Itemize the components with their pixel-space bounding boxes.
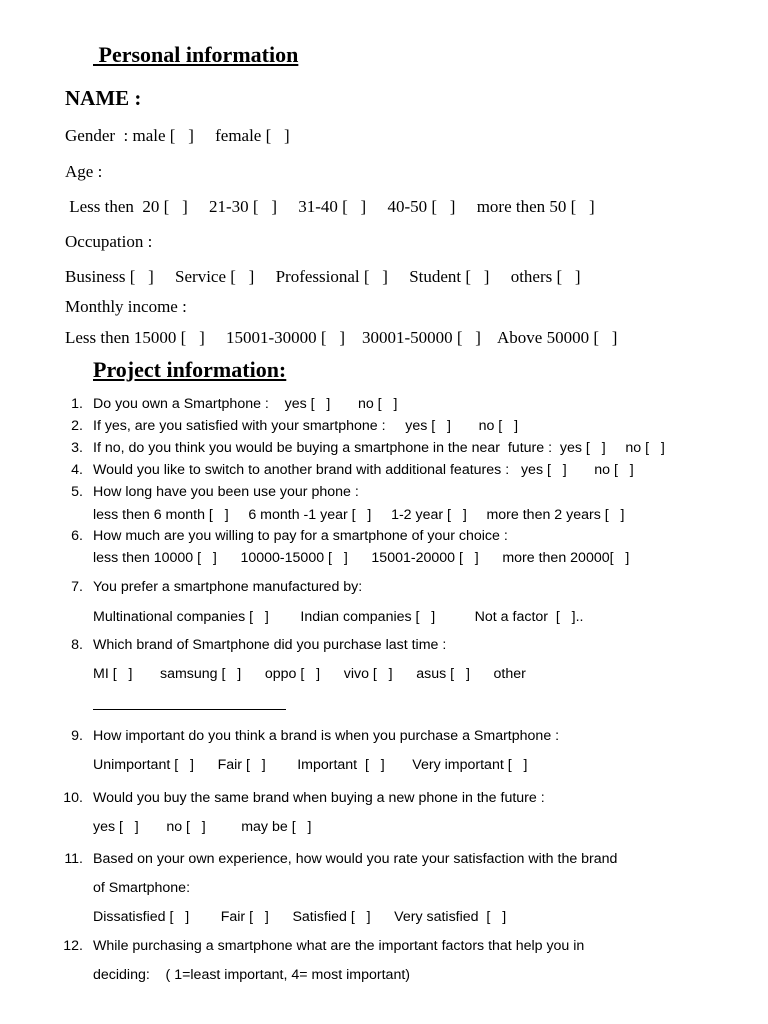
occupation-options-line: Business [ ] Service [ ] Professional [ ] Student [ ] others [ ] <box>65 267 581 286</box>
question-text: While purchasing a smartphone what are the important factors that help you in <box>93 938 585 954</box>
question-number: 11. <box>64 851 83 867</box>
question-text: Would you like to switch to another brand with additional features : yes [ ] no [ ] <box>93 462 634 478</box>
question-number: 10. <box>63 790 83 806</box>
question-options: Multinational companies [ ] Indian companies [ ] Not a factor [ ].. <box>93 609 584 625</box>
question-text: How long have you been use your phone : <box>93 484 359 500</box>
question-options: MI [ ] samsung [ ] oppo [ ] vivo [ ] asus [ ] other <box>93 666 526 682</box>
question-number: 12. <box>63 938 83 954</box>
age-options-line: Less then 20 [ ] 21-30 [ ] 31-40 [ ] 40-50 [ ] more then 50 [ ] <box>65 197 595 216</box>
question-text: How important do you think a brand is when you purchase a Smartphone : <box>93 728 560 744</box>
income-options-line: Less then 15000 [ ] 15001-30000 [ ] 30001-50000 [ ] Above 50000 [ ] <box>65 328 618 347</box>
question-options: Dissatisfied [ ] Fair [ ] Satisfied [ ] Very satisfied [ ] <box>93 909 507 925</box>
question-text-continued: of Smartphone: <box>93 880 191 896</box>
age-label: Age : <box>65 162 103 181</box>
question-options: Unimportant [ ] Fair [ ] Important [ ] Very important [ ] <box>93 757 528 773</box>
personal-information-heading: Personal information <box>93 42 299 67</box>
question-text: Do you own a Smartphone : yes [ ] no [ ] <box>93 396 398 412</box>
question-text: Would you buy the same brand when buying a new phone in the future : <box>93 790 545 806</box>
question-number: 2. <box>71 418 83 434</box>
project-information-heading: Project information: <box>93 357 287 382</box>
question-number: 7. <box>71 579 83 595</box>
question-text: Which brand of Smartphone did you purchase last time : <box>93 637 447 653</box>
question-number: 1. <box>71 396 83 412</box>
question-text: You prefer a smartphone manufactured by: <box>93 579 363 595</box>
question-options: less then 6 month [ ] 6 month -1 year [ ] 1-2 year [ ] more then 2 years [ ] <box>93 507 625 523</box>
question-text: If yes, are you satisfied with your smartphone : yes [ ] no [ ] <box>93 418 519 434</box>
other-brand-blank <box>93 709 286 710</box>
name-label: NAME : <box>65 86 142 110</box>
question-number: 6. <box>71 528 83 544</box>
occupation-label: Occupation : <box>65 232 153 251</box>
question-text: Based on your own experience, how would you rate your satisfaction with the brand <box>93 851 618 867</box>
question-text: If no, do you think you would be buying a smartphone in the near future : yes [ ] no [ ] <box>93 440 665 456</box>
question-number: 8. <box>71 637 83 653</box>
question-number: 3. <box>71 440 83 456</box>
monthly-income-label: Monthly income : <box>65 297 187 316</box>
question-options: less then 10000 [ ] 10000-15000 [ ] 15001-20000 [ ] more then 20000[ ] <box>93 550 630 566</box>
question-number: 4. <box>71 462 83 478</box>
question-text-continued: deciding: ( 1=least important, 4= most important) <box>93 967 411 983</box>
gender-line: Gender : male [ ] female [ ] <box>65 126 290 145</box>
question-number: 5. <box>71 484 83 500</box>
question-options: yes [ ] no [ ] may be [ ] <box>93 819 312 835</box>
question-text: How much are you willing to pay for a smartphone of your choice : <box>93 528 508 544</box>
question-number: 9. <box>71 728 83 744</box>
